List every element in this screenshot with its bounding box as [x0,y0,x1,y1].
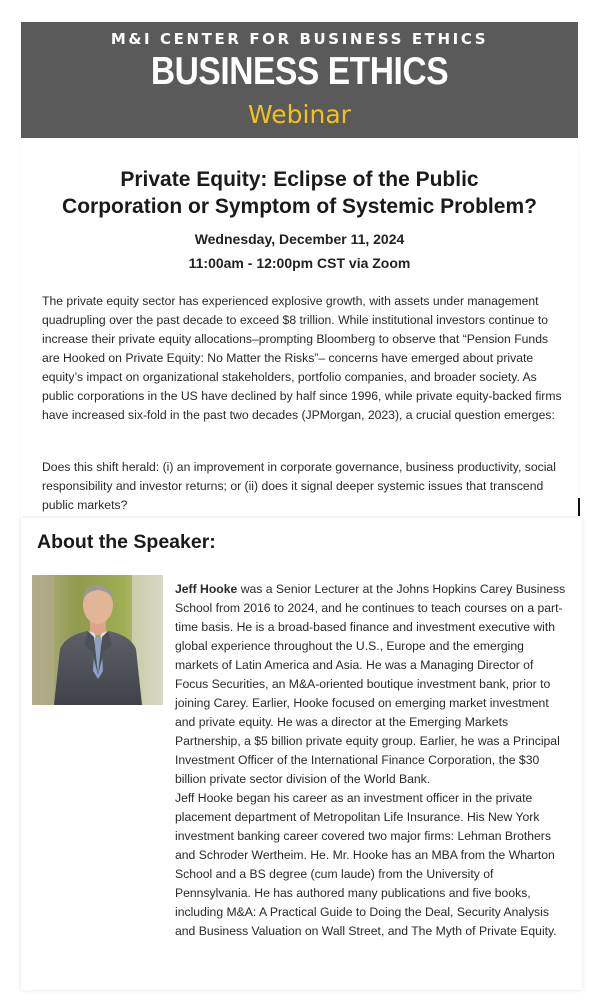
banner-subtitle: Webinar [248,100,351,129]
speaker-name: Jeff Hooke [175,582,238,596]
event-title [21,166,578,220]
event-title-line1: Private Equity: Eclipse of the Public [120,168,479,191]
event-date: Wednesday, December 11, 2024 [194,231,405,247]
event-time: 11:00am - 12:00pm CST via Zoom [188,255,411,271]
speaker-bio-paragraph1 [175,580,567,789]
event-question: Does this shift herald: (i) an improvement in corporate governance, business productivity, social responsibility and investor returns; or (ii) does it signal deeper systemic issues that transcend public markets? [42,460,556,512]
event-card [21,138,578,518]
speaker-portrait-icon [32,575,163,705]
center-name: M&I CENTER FOR BUSINESS ETHICS [110,30,489,48]
text-cursor-icon [578,498,580,516]
speaker-bio [175,580,567,941]
speaker-bio-paragraph2: Jeff Hooke began his career as an investment officer in the private placement department of Metropolitan Life Insurance. His New York investment banking career covered two major firms: Lehman Brothers and Schroder Wertheim. He. Mr. Hooke has an MBA from the Wharton School and a BS degree (cum laude) from the University of Pennsylvania. He has authored many publications and five books, including M&A: A Practical Guide to Doing the Deal, Security Analysis and Business Valuation on Wall Street, and The Myth of Private Equity. [175,791,557,938]
header-banner [21,22,578,138]
event-title-line2: Corporation or Symptom of Systemic Problem? [62,195,537,218]
speaker-card [21,518,582,990]
banner-title: BUSINESS ETHICS [150,50,449,93]
speaker-heading: About the Speaker: [37,531,216,553]
event-description: The private equity sector has experienced explosive growth, with assets under management quadrupling over the past decade to exceed $8 trillion. While institutional investors continue to increase their private equity allocations–prompting Bloomberg to observe that “Pension Funds are Hooked on Private Equity: No Matter the Risks”– concerns have emerged about private equity’s impact on organizational stakeholders, portfolio companies, and broader society. As public corporations in the US have declined by half since 1996, while private equity-backed firms have increased six-fold in the past two decades (JPMorgan, 2023), a crucial question emerges: [42,294,562,422]
speaker-bio-text1: was a Senior Lecturer at the Johns Hopkins Carey Business School from 2016 to 2024, and he continues to teach courses on a part-time basis. He is a broad-based finance and investment executive with global experience throughout the U.S., Europe and the emerging markets of Latin America and Asia. He was a Managing Director of Focus Securities, an M&A-oriented boutique investment bank, prior to joining Carey. Earlier, Hooke focused on emerging market investment and private equity. He was a director at the Emerging Markets Partnership, a $5 billion private equity group. Earlier, he was a Principal Investment Officer of the International Finance Corporation, the $30 billion private sector division of the World Bank. [175,582,566,786]
